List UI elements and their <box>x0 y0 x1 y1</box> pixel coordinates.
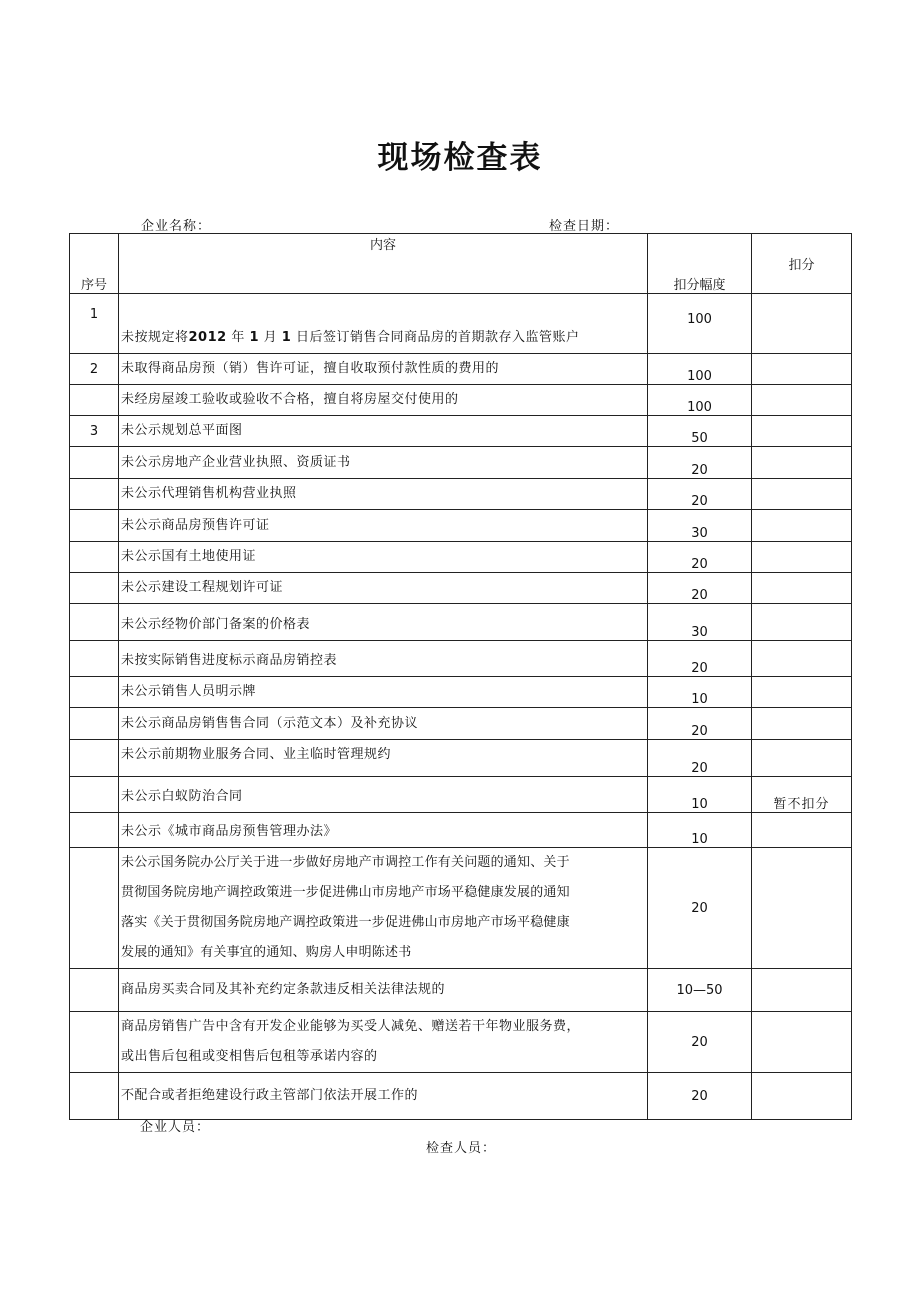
row-deduct <box>752 542 852 573</box>
table-row <box>70 813 852 848</box>
header-deduct: 扣分 <box>752 234 852 294</box>
table-row <box>70 777 852 813</box>
row-seq <box>70 677 119 708</box>
table-row <box>70 416 852 447</box>
row-deduct <box>752 848 852 969</box>
inspector-label: 检查人员： <box>426 1141 497 1156</box>
row-content: 未公示房地产企业营业执照、资质证书 <box>119 447 648 479</box>
row-range: 20 <box>648 708 752 740</box>
row-content: 未按实际销售进度标示商品房销控表 <box>119 641 648 677</box>
table-row <box>70 354 852 385</box>
row-content: 未公示规划总平面图 <box>119 416 648 447</box>
row-range: 20 <box>648 542 752 573</box>
row-range: 20 <box>648 1012 752 1073</box>
table-row <box>70 510 852 542</box>
page-title: 现场检查表 <box>377 140 543 176</box>
row-content: 未公示销售人员明示牌 <box>119 677 648 708</box>
row-deduct <box>752 969 852 1012</box>
row-seq: 2 <box>70 354 119 385</box>
row-seq <box>70 510 119 542</box>
row-content: 未公示前期物业服务合同、业主临时管理规约 <box>119 740 648 777</box>
row-content: 未公示经物价部门备案的价格表 <box>119 604 648 641</box>
row-range: 100 <box>648 354 752 385</box>
table-row <box>70 1073 852 1120</box>
row-deduct <box>752 740 852 777</box>
row-range: 10 <box>648 677 752 708</box>
content-line: 落实《关于贯彻国务院房地产调控政策进一步促进佛山市房地产市场平稳健康 <box>121 915 570 930</box>
row-seq <box>70 573 119 604</box>
table-header-row <box>70 234 852 294</box>
row-seq <box>70 969 119 1012</box>
row-range: 50 <box>648 416 752 447</box>
row-deduct <box>752 354 852 385</box>
table-row <box>70 969 852 1012</box>
row-range: 20 <box>648 848 752 969</box>
table-row <box>70 447 852 479</box>
row-range: 10 <box>648 777 752 813</box>
row-range: 20 <box>648 641 752 677</box>
row-content: 未公示商品房销售售合同（示范文本）及补充协议 <box>119 708 648 740</box>
table-row <box>70 542 852 573</box>
row-deduct <box>752 1073 852 1120</box>
table-row <box>70 573 852 604</box>
row-content: 未取得商品房预（销）售许可证，擅自收取预付款性质的费用的 <box>119 354 648 385</box>
row-range: 30 <box>648 510 752 542</box>
row-range: 20 <box>648 573 752 604</box>
row-seq <box>70 604 119 641</box>
row-content: 未公示建设工程规划许可证 <box>119 573 648 604</box>
row-content: 未公示白蚁防治合同 <box>119 777 648 813</box>
row-content: 不配合或者拒绝建设行政主管部门依法开展工作的 <box>119 1073 648 1120</box>
row-content: 未公示代理销售机构营业执照 <box>119 479 648 510</box>
header-range: 扣分幅度 <box>648 234 752 294</box>
content-line: 发展的通知》有关事宜的通知、购房人申明陈述书 <box>121 945 412 960</box>
table-row <box>70 641 852 677</box>
row-deduct <box>752 510 852 542</box>
row-deduct <box>752 294 852 354</box>
row-deduct <box>752 641 852 677</box>
content-line: 未公示国务院办公厅关于进一步做好房地产市调控工作有关问题的通知、关于 <box>121 855 570 870</box>
row-deduct <box>752 813 852 848</box>
table-row <box>70 385 852 416</box>
inspection-table <box>69 233 852 1120</box>
row-range: 100 <box>648 294 752 354</box>
row-range: 20 <box>648 1073 752 1120</box>
row-deduct <box>752 708 852 740</box>
enterprise-name-label: 企业名称： <box>141 219 212 234</box>
row-seq <box>70 542 119 573</box>
row-seq <box>70 1012 119 1073</box>
row-seq <box>70 447 119 479</box>
row-seq: 1 <box>70 294 119 354</box>
row-seq <box>70 777 119 813</box>
table-row <box>70 604 852 641</box>
inspection-date-label: 检查日期： <box>549 219 620 234</box>
row-seq <box>70 708 119 740</box>
row-range: 20 <box>648 479 752 510</box>
row-content: 未公示国有土地使用证 <box>119 542 648 573</box>
row-deduct <box>752 604 852 641</box>
row-content: 未经房屋竣工验收或验收不合格，擅自将房屋交付使用的 <box>119 385 648 416</box>
table-row <box>70 677 852 708</box>
row-range: 10—50 <box>648 969 752 1012</box>
table-row <box>70 479 852 510</box>
row-seq <box>70 641 119 677</box>
table-row <box>70 848 852 969</box>
row-deduct <box>752 677 852 708</box>
table-row <box>70 708 852 740</box>
row-deduct <box>752 416 852 447</box>
row-range: 10 <box>648 813 752 848</box>
row-deduct <box>752 573 852 604</box>
table-row <box>70 740 852 777</box>
row-seq <box>70 479 119 510</box>
row-content: 商品房买卖合同及其补充约定条款违反相关法律法规的 <box>119 969 648 1012</box>
row-range: 30 <box>648 604 752 641</box>
header-content: 内容 <box>119 234 648 294</box>
row-seq <box>70 1073 119 1120</box>
header-seq: 序号 <box>70 234 119 294</box>
row-seq <box>70 385 119 416</box>
row-seq <box>70 813 119 848</box>
row-content: 未公示《城市商品房预售管理办法》 <box>119 813 648 848</box>
row-range: 100 <box>648 385 752 416</box>
row-seq <box>70 740 119 777</box>
row-deduct <box>752 385 852 416</box>
row-deduct <box>752 1012 852 1073</box>
table-row <box>70 1012 852 1073</box>
row-content <box>119 1012 648 1073</box>
table-row <box>70 294 852 354</box>
row-seq <box>70 848 119 969</box>
row-content: 未按规定将2012 年 1 月 1 日后签订销售合同商品房的首期款存入监管账户 <box>119 294 648 354</box>
content-line: 贯彻国务院房地产调控政策进一步促进佛山市房地产市场平稳健康发展的通知 <box>121 885 570 900</box>
row-content: 未公示商品房预售许可证 <box>119 510 648 542</box>
row-deduct: 暂不扣分 <box>752 777 852 813</box>
row-content <box>119 848 648 969</box>
row-deduct <box>752 447 852 479</box>
row-seq: 3 <box>70 416 119 447</box>
content-line: 或出售后包租或变相售后包租等承诺内容的 <box>121 1049 378 1064</box>
enterprise-staff-label: 企业人员： <box>140 1120 211 1135</box>
row-deduct <box>752 479 852 510</box>
content-line: 商品房销售广告中含有开发企业能够为买受人减免、赠送若干年物业服务费， <box>121 1019 581 1034</box>
row-range: 20 <box>648 447 752 479</box>
row-range: 20 <box>648 740 752 777</box>
